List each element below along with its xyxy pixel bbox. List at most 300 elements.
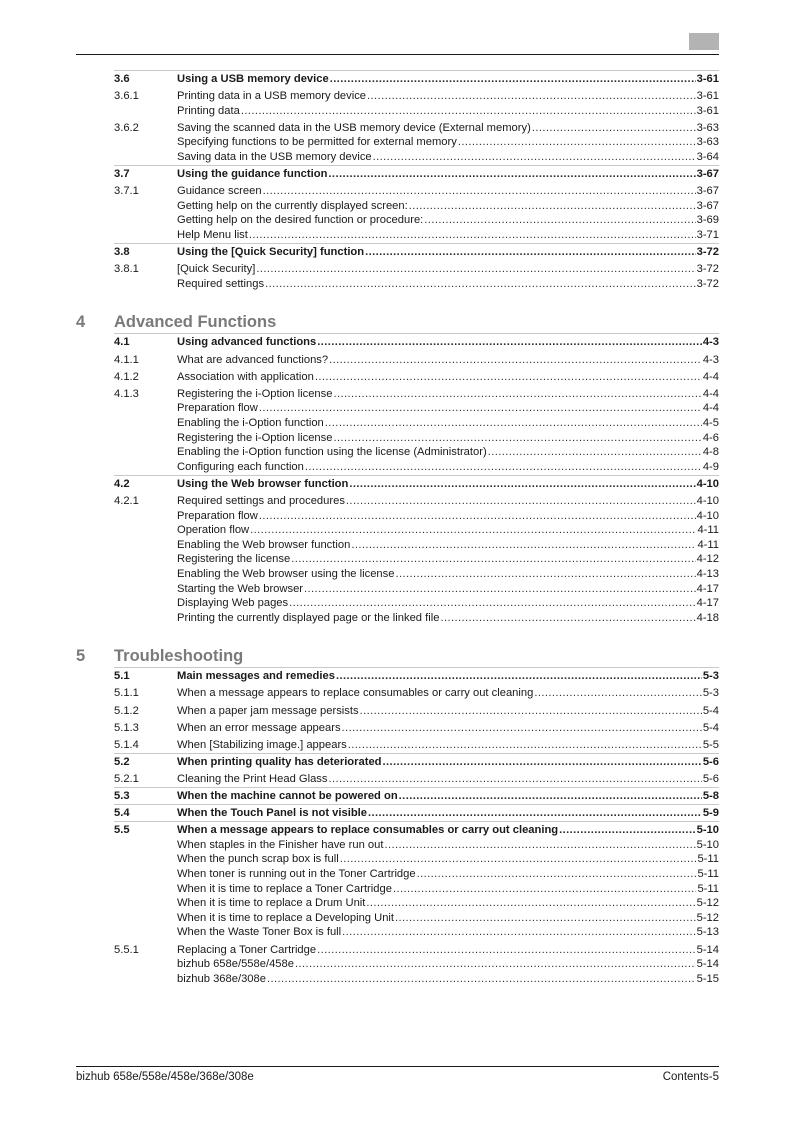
toc-entry-row[interactable] bbox=[0, 184, 793, 199]
toc-page-number: 3-61 bbox=[696, 104, 719, 117]
toc-page-number: 5-11 bbox=[697, 882, 719, 895]
toc-separator bbox=[114, 804, 719, 805]
toc-entry-title: Enabling the Web browser using the license bbox=[177, 567, 395, 580]
toc-dot-leader bbox=[417, 867, 697, 882]
toc-page-number: 4-9 bbox=[702, 460, 719, 473]
toc-entry-link[interactable] bbox=[177, 213, 719, 228]
toc-entry-row[interactable] bbox=[0, 738, 793, 753]
toc-entry-link[interactable] bbox=[177, 445, 719, 460]
toc-entry-number: 3.7.1 bbox=[114, 185, 139, 198]
toc-page-number: 5-10 bbox=[696, 824, 719, 837]
toc-entry-link[interactable] bbox=[177, 135, 719, 150]
toc-entry-row[interactable] bbox=[0, 896, 793, 911]
toc-entry-title: When a message appears to replace consumables or carry out cleaning bbox=[177, 687, 534, 700]
toc-dot-leader bbox=[317, 335, 702, 350]
toc-entry-title: Using the [Quick Security] function bbox=[177, 246, 365, 259]
toc-entry-title: Configuring each function bbox=[177, 460, 304, 473]
chapter-title: Advanced Functions bbox=[114, 313, 277, 332]
toc-entry-title: Registering the i-Option license bbox=[177, 387, 333, 400]
toc-page-number: 5-5 bbox=[702, 738, 719, 751]
toc-entry-title: When [Stabilizing image.] appears bbox=[177, 738, 347, 751]
toc-entry-row[interactable] bbox=[0, 925, 793, 940]
toc-dot-leader bbox=[367, 89, 696, 104]
toc-entry-link[interactable] bbox=[177, 669, 719, 684]
toc-entry-link[interactable] bbox=[177, 806, 719, 821]
toc-entry-link[interactable] bbox=[177, 460, 719, 475]
toc-separator bbox=[114, 70, 719, 71]
toc-entry-row[interactable] bbox=[0, 494, 793, 509]
toc-section-row[interactable] bbox=[0, 789, 793, 804]
toc-entry-title: Using a USB memory device bbox=[177, 73, 329, 85]
toc-page-number: 5-4 bbox=[702, 704, 719, 717]
toc-entry-link[interactable] bbox=[177, 852, 719, 867]
toc-dot-leader bbox=[336, 669, 702, 684]
toc-dot-leader bbox=[458, 135, 696, 150]
toc-entry-row[interactable] bbox=[0, 416, 793, 431]
toc-dot-leader bbox=[317, 943, 696, 958]
toc-dot-leader bbox=[259, 509, 696, 524]
toc-section-row[interactable] bbox=[0, 823, 793, 838]
toc-entry-link[interactable] bbox=[177, 523, 719, 538]
toc-entry-row[interactable] bbox=[0, 150, 793, 165]
chapter-heading bbox=[0, 311, 793, 333]
toc-page-number: 4-13 bbox=[696, 567, 719, 580]
toc-page-number: 4-5 bbox=[702, 416, 719, 429]
toc-entry-title: Preparation flow bbox=[177, 402, 258, 415]
toc-entry-link[interactable] bbox=[177, 245, 719, 260]
chapter-heading bbox=[0, 645, 793, 667]
toc-entry-title: Printing data in a USB memory device bbox=[177, 90, 367, 103]
toc-dot-leader bbox=[368, 806, 702, 821]
toc-entry-title: Using the guidance function bbox=[177, 168, 328, 181]
toc-entry-title: Using the Web browser function bbox=[177, 477, 349, 490]
toc-entry-number: 3.6.1 bbox=[114, 90, 139, 103]
toc-entry-link[interactable] bbox=[177, 72, 719, 87]
toc-dot-leader bbox=[328, 167, 695, 182]
toc-dot-leader bbox=[263, 184, 696, 199]
toc-entry-link[interactable] bbox=[177, 199, 719, 214]
toc-dot-leader bbox=[329, 353, 702, 368]
toc-dot-leader bbox=[305, 460, 702, 475]
toc-entry-link[interactable] bbox=[177, 387, 719, 402]
toc-entry-link[interactable] bbox=[177, 89, 719, 104]
toc-entry-row[interactable] bbox=[0, 552, 793, 567]
toc-entry-row[interactable] bbox=[0, 957, 793, 972]
toc-section-row[interactable] bbox=[0, 167, 793, 182]
toc-page-number: 4-3 bbox=[702, 336, 719, 349]
header-rule bbox=[76, 54, 719, 55]
toc-separator bbox=[114, 667, 719, 668]
toc-entry-link[interactable] bbox=[177, 150, 719, 165]
toc-page-number: 3-61 bbox=[696, 90, 719, 103]
toc-dot-leader bbox=[259, 401, 702, 416]
toc-entry-row[interactable] bbox=[0, 867, 793, 882]
toc-entry-link[interactable] bbox=[177, 911, 719, 926]
toc-dot-leader bbox=[395, 567, 695, 582]
toc-dot-leader bbox=[384, 838, 695, 853]
toc-entry-title: Starting the Web browser bbox=[177, 582, 304, 595]
toc-entry-title: When it is time to replace a Toner Cartridge bbox=[177, 882, 392, 895]
toc-entry-row[interactable] bbox=[0, 838, 793, 853]
toc-page-number: 4-6 bbox=[702, 431, 719, 444]
toc-entry-row[interactable] bbox=[0, 445, 793, 460]
toc-page-number: 4-17 bbox=[696, 597, 719, 610]
toc-page-number: 5-3 bbox=[702, 670, 719, 683]
toc-dot-leader bbox=[440, 611, 695, 626]
toc-entry-row[interactable] bbox=[0, 972, 793, 987]
toc-entry-row[interactable] bbox=[0, 277, 793, 292]
toc-entry-row[interactable] bbox=[0, 582, 793, 597]
toc-dot-leader bbox=[366, 896, 695, 911]
toc-entry-title: When an error message appears bbox=[177, 721, 341, 734]
toc-entry-link[interactable] bbox=[177, 596, 719, 611]
toc-entry-title: bizhub 368e/308e bbox=[177, 972, 266, 985]
toc-page-number: 3-67 bbox=[696, 168, 719, 181]
toc-dot-leader bbox=[393, 882, 697, 897]
toc-dot-leader bbox=[291, 552, 695, 567]
toc-entry-number: 3.6 bbox=[114, 73, 130, 85]
toc-entry-title: Help Menu list bbox=[177, 229, 248, 241]
toc-entry-number: 3.8 bbox=[114, 246, 130, 259]
toc-entry-number: 4.1.3 bbox=[114, 387, 139, 400]
toc-entry-link[interactable] bbox=[177, 552, 719, 567]
toc-separator bbox=[114, 475, 719, 476]
toc-entry-number: 5.4 bbox=[114, 807, 130, 820]
toc-dot-leader bbox=[395, 911, 696, 926]
toc-dot-leader bbox=[373, 150, 696, 165]
toc-entry-title: Association with application bbox=[177, 370, 314, 383]
toc-dot-leader bbox=[383, 755, 702, 770]
toc-entry-link[interactable] bbox=[177, 494, 719, 509]
toc-entry-row[interactable] bbox=[0, 104, 793, 119]
toc-entry-number: 5.1.4 bbox=[114, 738, 139, 751]
toc-entry-row[interactable] bbox=[0, 509, 793, 524]
toc-entry-title: Required settings and procedures bbox=[177, 494, 345, 507]
toc-page-number: 4-11 bbox=[697, 524, 719, 537]
toc-page-number: 4-18 bbox=[696, 611, 719, 624]
toc-dot-leader bbox=[488, 445, 702, 460]
toc-entry-title: Required settings bbox=[177, 277, 265, 290]
toc-entry-link[interactable] bbox=[177, 277, 719, 292]
toc-separator bbox=[114, 753, 719, 754]
toc-page-number: 5-12 bbox=[696, 897, 719, 910]
toc-entry-title: Displaying Web pages bbox=[177, 597, 289, 610]
toc-entry-link[interactable] bbox=[177, 972, 719, 987]
toc-entry-title: Enabling the i-Option function bbox=[177, 416, 324, 429]
toc-entry-link[interactable] bbox=[177, 882, 719, 897]
toc-entry-link[interactable] bbox=[177, 353, 719, 368]
toc-page-number: 4-8 bbox=[702, 446, 719, 459]
footer-product: bizhub 658e/558e/458e/368e/308e bbox=[76, 1071, 254, 1083]
toc-dot-leader bbox=[424, 213, 695, 228]
toc-entry-number: 5.3 bbox=[114, 790, 130, 802]
toc-section-row[interactable] bbox=[0, 72, 793, 87]
toc-dot-leader bbox=[289, 596, 695, 611]
toc-separator bbox=[114, 787, 719, 788]
toc-entry-title: Guidance screen bbox=[177, 185, 262, 198]
toc-entry-row[interactable] bbox=[0, 611, 793, 626]
toc-entry-row[interactable] bbox=[0, 431, 793, 446]
toc-page-number: 4-17 bbox=[696, 582, 719, 595]
toc-entry-title: Getting help on the currently displayed screen: bbox=[177, 199, 408, 212]
toc-page-number: 3-63 bbox=[696, 136, 719, 149]
toc-page-number: 4-10 bbox=[696, 494, 719, 507]
toc-dot-leader bbox=[265, 277, 696, 292]
toc-entry-link[interactable] bbox=[177, 867, 719, 882]
toc-entry-row[interactable] bbox=[0, 135, 793, 150]
toc-dot-leader bbox=[333, 387, 701, 402]
toc-page-number: 3-61 bbox=[696, 73, 719, 85]
chapter-number: 4 bbox=[76, 313, 86, 332]
toc-entry-title: Specifying functions to be permitted for external memory bbox=[177, 136, 457, 149]
toc-entry-link[interactable] bbox=[177, 262, 719, 277]
toc-entry-row[interactable] bbox=[0, 704, 793, 719]
toc-entry-link[interactable] bbox=[177, 789, 719, 804]
toc-entry-link[interactable] bbox=[177, 611, 719, 626]
toc-entry-title: When the Touch Panel is not visible bbox=[177, 807, 368, 820]
toc-dot-leader bbox=[325, 416, 702, 431]
toc-page-number: 4-12 bbox=[696, 553, 719, 566]
toc-entry-link[interactable] bbox=[177, 738, 719, 753]
toc-section-row[interactable] bbox=[0, 477, 793, 492]
toc-entry-title: When it is time to replace a Drum Unit bbox=[177, 897, 366, 910]
toc-entry-link[interactable] bbox=[177, 755, 719, 770]
toc-separator bbox=[114, 333, 719, 334]
toc-page-number: 3-69 bbox=[696, 214, 719, 227]
toc-page-number: 5-4 bbox=[702, 721, 719, 734]
toc-entry-row[interactable] bbox=[0, 387, 793, 402]
toc-page-number: 3-71 bbox=[696, 229, 719, 241]
toc-page-number: 5-11 bbox=[697, 853, 719, 866]
toc-entry-title: Main messages and remedies bbox=[177, 670, 335, 683]
toc-page-number: 5-6 bbox=[702, 772, 719, 785]
toc-entry-row[interactable] bbox=[0, 353, 793, 368]
toc-entry-link[interactable] bbox=[177, 477, 719, 492]
toc-entry-link[interactable] bbox=[177, 838, 719, 853]
toc-entry-link[interactable] bbox=[177, 943, 719, 958]
toc-entry-row[interactable] bbox=[0, 523, 793, 538]
toc-entry-link[interactable] bbox=[177, 121, 719, 136]
toc-dot-leader bbox=[267, 972, 696, 987]
toc-entry-row[interactable] bbox=[0, 911, 793, 926]
toc-entry-title: When a paper jam message persists bbox=[177, 704, 359, 717]
toc-page-number: 3-72 bbox=[696, 277, 719, 290]
toc-entry-title: When it is time to replace a Developing Unit bbox=[177, 911, 395, 924]
toc-entry-link[interactable] bbox=[177, 228, 719, 243]
toc-dot-leader bbox=[340, 852, 697, 867]
toc-dot-leader bbox=[559, 823, 695, 838]
toc-entry-row[interactable] bbox=[0, 370, 793, 385]
toc-dot-leader bbox=[342, 925, 695, 940]
toc-entry-number: 3.7 bbox=[114, 168, 130, 181]
toc-entry-link[interactable] bbox=[177, 582, 719, 597]
toc-entry-row[interactable] bbox=[0, 121, 793, 136]
toc-page-number: 5-3 bbox=[702, 687, 719, 700]
toc-section-row[interactable] bbox=[0, 806, 793, 821]
toc-entry-title: Registering the i-Option license bbox=[177, 431, 333, 444]
toc-page-number: 3-67 bbox=[696, 199, 719, 212]
toc-entry-number: 5.2 bbox=[114, 755, 130, 768]
toc-entry-link[interactable] bbox=[177, 925, 719, 940]
toc-page-number: 3-67 bbox=[696, 185, 719, 198]
toc-entry-link[interactable] bbox=[177, 431, 719, 446]
toc-page-number: 4-4 bbox=[702, 370, 719, 383]
toc-page-number: 5-12 bbox=[696, 911, 719, 924]
toc-entry-row[interactable] bbox=[0, 89, 793, 104]
toc-entry-link[interactable] bbox=[177, 896, 719, 911]
toc-entry-title: [Quick Security] bbox=[177, 263, 256, 276]
toc-dot-leader bbox=[315, 370, 702, 385]
toc-entry-number: 5.1.2 bbox=[114, 704, 139, 717]
toc-entry-link[interactable] bbox=[177, 370, 719, 385]
toc-entry-title: Saving data in the USB memory device bbox=[177, 151, 372, 163]
toc-dot-leader bbox=[534, 686, 701, 701]
toc-separator bbox=[114, 821, 719, 822]
toc-entry-row[interactable] bbox=[0, 401, 793, 416]
toc-dot-leader bbox=[333, 431, 701, 446]
toc-page-number: 5-11 bbox=[697, 868, 719, 880]
toc-entry-number: 3.8.1 bbox=[114, 263, 139, 276]
toc-entry-row[interactable] bbox=[0, 262, 793, 277]
toc-entry-link[interactable] bbox=[177, 401, 719, 416]
toc-entry-title: Enabling the i-Option function using the license (Administrator) bbox=[177, 446, 487, 459]
toc-entry-row[interactable] bbox=[0, 213, 793, 228]
toc-entry-row[interactable] bbox=[0, 852, 793, 867]
toc-entry-title: When a message appears to replace consumables or carry out cleaning bbox=[177, 824, 559, 837]
toc-entry-title: Enabling the Web browser function bbox=[177, 538, 351, 551]
toc-entry-link[interactable] bbox=[177, 509, 719, 524]
toc-page-number: 4-4 bbox=[702, 402, 719, 415]
toc-entry-title: When toner is running out in the Toner Cartridge bbox=[177, 868, 416, 880]
toc-entry-number: 5.1.3 bbox=[114, 721, 139, 734]
toc-entry-link[interactable] bbox=[177, 416, 719, 431]
toc-entry-link[interactable] bbox=[177, 104, 719, 119]
toc-entry-row[interactable] bbox=[0, 882, 793, 897]
toc-page-number: 5-14 bbox=[696, 943, 719, 956]
toc-page-number: 4-3 bbox=[702, 353, 719, 366]
toc-dot-leader bbox=[399, 789, 702, 804]
toc-entry-title: Operation flow bbox=[177, 524, 250, 537]
toc-entry-row[interactable] bbox=[0, 943, 793, 958]
toc-entry-link[interactable] bbox=[177, 721, 719, 736]
toc-entry-link[interactable] bbox=[177, 957, 719, 972]
toc-page-number: 5-10 bbox=[696, 838, 719, 851]
page-tab-marker bbox=[689, 33, 719, 50]
toc-entry-row[interactable] bbox=[0, 199, 793, 214]
toc-entry-link[interactable] bbox=[177, 335, 719, 350]
toc-entry-title: What are advanced functions? bbox=[177, 353, 329, 366]
toc-entry-link[interactable] bbox=[177, 686, 719, 701]
toc-entry-row[interactable] bbox=[0, 772, 793, 787]
toc-section-row[interactable] bbox=[0, 335, 793, 350]
toc-dot-leader bbox=[346, 494, 696, 509]
toc-entry-link[interactable] bbox=[177, 772, 719, 787]
toc-dot-leader bbox=[349, 477, 695, 492]
toc-page-number: 4-10 bbox=[696, 477, 719, 490]
toc-entry-number: 4.1.2 bbox=[114, 370, 139, 383]
toc-separator bbox=[114, 165, 719, 166]
toc-entry-number: 5.2.1 bbox=[114, 772, 139, 785]
toc-entry-title: Printing data bbox=[177, 104, 240, 117]
toc-page-number: 5-14 bbox=[696, 958, 719, 971]
toc-entry-title: Getting help on the desired function or procedure: bbox=[177, 214, 424, 227]
toc-entry-number: 4.2.1 bbox=[114, 494, 139, 507]
toc-dot-leader bbox=[365, 245, 695, 260]
toc-dot-leader bbox=[256, 262, 695, 277]
toc-entry-title: When the Waste Toner Box is full bbox=[177, 926, 342, 939]
toc-entry-title: When the machine cannot be powered on bbox=[177, 790, 398, 802]
toc-page-number: 5-8 bbox=[702, 790, 719, 802]
toc-entry-link[interactable] bbox=[177, 184, 719, 199]
toc-page-number: 3-72 bbox=[696, 246, 719, 259]
toc-entry-row[interactable] bbox=[0, 538, 793, 553]
toc-entry-number: 5.5.1 bbox=[114, 943, 139, 956]
toc-entry-number: 4.1 bbox=[114, 336, 130, 349]
toc-entry-row[interactable] bbox=[0, 567, 793, 582]
toc-separator bbox=[114, 243, 719, 244]
toc-page-number: 3-72 bbox=[696, 263, 719, 276]
toc-entry-title: Replacing a Toner Cartridge bbox=[177, 943, 317, 956]
footer-page-label: Contents-5 bbox=[662, 1071, 719, 1083]
toc-entry-number: 5.1.1 bbox=[114, 687, 139, 700]
toc-dot-leader bbox=[330, 72, 696, 87]
toc-dot-leader bbox=[295, 957, 696, 972]
toc-entry-link[interactable] bbox=[177, 823, 719, 838]
toc-entry-row[interactable] bbox=[0, 596, 793, 611]
toc-entry-row[interactable] bbox=[0, 228, 793, 243]
toc-entry-number: 4.1.1 bbox=[114, 353, 139, 366]
toc-dot-leader bbox=[409, 199, 696, 214]
toc-entry-row[interactable] bbox=[0, 460, 793, 475]
toc-section-row[interactable] bbox=[0, 669, 793, 684]
toc-section-row[interactable] bbox=[0, 245, 793, 260]
toc-dot-leader bbox=[351, 538, 696, 553]
toc-entry-link[interactable] bbox=[177, 538, 719, 553]
toc-page-number: 3-63 bbox=[696, 121, 719, 134]
toc-entry-title: When staples in the Finisher have run out bbox=[177, 838, 384, 851]
footer-rule bbox=[76, 1066, 719, 1067]
toc-entry-title: Using advanced functions bbox=[177, 336, 317, 349]
toc-dot-leader bbox=[360, 704, 702, 719]
toc-page-number: 3-64 bbox=[696, 151, 719, 163]
toc-page-number: 4-10 bbox=[696, 509, 719, 522]
toc-dot-leader bbox=[249, 228, 696, 243]
toc-entry-title: Cleaning the Print Head Glass bbox=[177, 772, 328, 785]
toc-page-number: 4-11 bbox=[697, 538, 719, 551]
chapter-number: 5 bbox=[76, 647, 86, 666]
toc-page-number: 5-13 bbox=[696, 926, 719, 939]
toc-dot-leader bbox=[250, 523, 696, 538]
toc-entry-number: 3.6.2 bbox=[114, 121, 139, 134]
toc-page-number: 5-6 bbox=[702, 755, 719, 768]
toc-entry-title: Printing the currently displayed page or the linked file bbox=[177, 611, 440, 624]
toc-entry-number: 5.1 bbox=[114, 670, 130, 683]
toc-dot-leader bbox=[241, 104, 696, 119]
toc-entry-title: When the punch scrap box is full bbox=[177, 853, 339, 866]
toc-page-number: 4-4 bbox=[702, 387, 719, 400]
toc-entry-row[interactable] bbox=[0, 686, 793, 701]
toc-entry-link[interactable] bbox=[177, 567, 719, 582]
toc-entry-link[interactable] bbox=[177, 704, 719, 719]
chapter-title: Troubleshooting bbox=[114, 647, 244, 666]
toc-dot-leader bbox=[304, 582, 696, 597]
toc-dot-leader bbox=[342, 721, 702, 736]
toc-section-row[interactable] bbox=[0, 755, 793, 770]
toc-entry-title: bizhub 658e/558e/458e bbox=[177, 958, 294, 971]
toc-entry-row[interactable] bbox=[0, 721, 793, 736]
toc-entry-link[interactable] bbox=[177, 167, 719, 182]
toc-entry-number: 4.2 bbox=[114, 477, 130, 490]
